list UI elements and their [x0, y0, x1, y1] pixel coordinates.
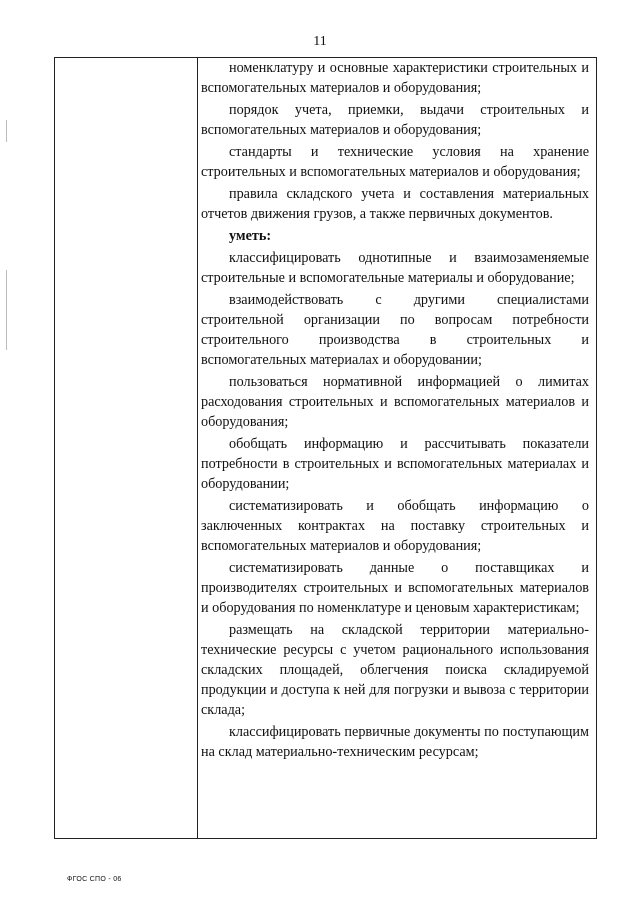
paragraph-item: размещать на складской территории материально-технические ресурсы с учетом рационального использования складских площадей, облегчения поиска складируемой продукции и доступа к ней для погрузки и вывоза с территории склада;: [201, 622, 589, 718]
paragraph-item: обобщать информацию и рассчитывать показатели потребности в строительных и вспомогательных материалах и оборудовании;: [201, 436, 589, 492]
paragraph-item: пользоваться нормативной информацией о лимитах расходования строительных и вспомогательных материалов и оборудования;: [201, 374, 589, 430]
paragraph-item: порядок учета, приемки, выдачи строительных и вспомогательных материалов и оборудования;: [201, 102, 589, 138]
column-divider: [197, 58, 198, 838]
scan-margin-mark: [6, 270, 7, 350]
paragraph-item: номенклатуру и основные характеристики строительных и вспомогательных материалов и оборудования;: [201, 60, 589, 96]
footer-label: ФГОС СПО - 06: [67, 876, 122, 883]
paragraph-item: систематизировать данные о поставщиках и производителях строительных и вспомогательных материалов и оборудования по номенклатуре и ценовым характеристикам;: [201, 560, 589, 616]
paragraph-item: взаимодействовать с другими специалистами строительной организации по вопросам потребности строительного производства в строительных и вспомогательных материалах и оборудовании;: [201, 292, 589, 368]
paragraph-item: стандарты и технические условия на хранение строительных и вспомогательных материалов и оборудования;: [201, 144, 589, 180]
scan-margin-mark: [6, 120, 7, 142]
table-content-cell: [201, 58, 589, 764]
paragraph-item: систематизировать и обобщать информацию о заключенных контрактах на поставку строительных и вспомогательных материалов и оборудования;: [201, 498, 589, 554]
page-number: 11: [313, 34, 327, 49]
paragraph-item: классифицировать первичные документы по поступающим на склад материально-техническим ресурсам;: [201, 724, 589, 760]
paragraph-item: правила складского учета и составления материальных отчетов движения грузов, а также первичных документов.: [201, 186, 589, 222]
paragraph-item: классифицировать однотипные и взаимозаменяемые строительные и вспомогательные материалы и оборудование;: [201, 250, 589, 286]
section-heading: уметь:: [229, 228, 272, 244]
